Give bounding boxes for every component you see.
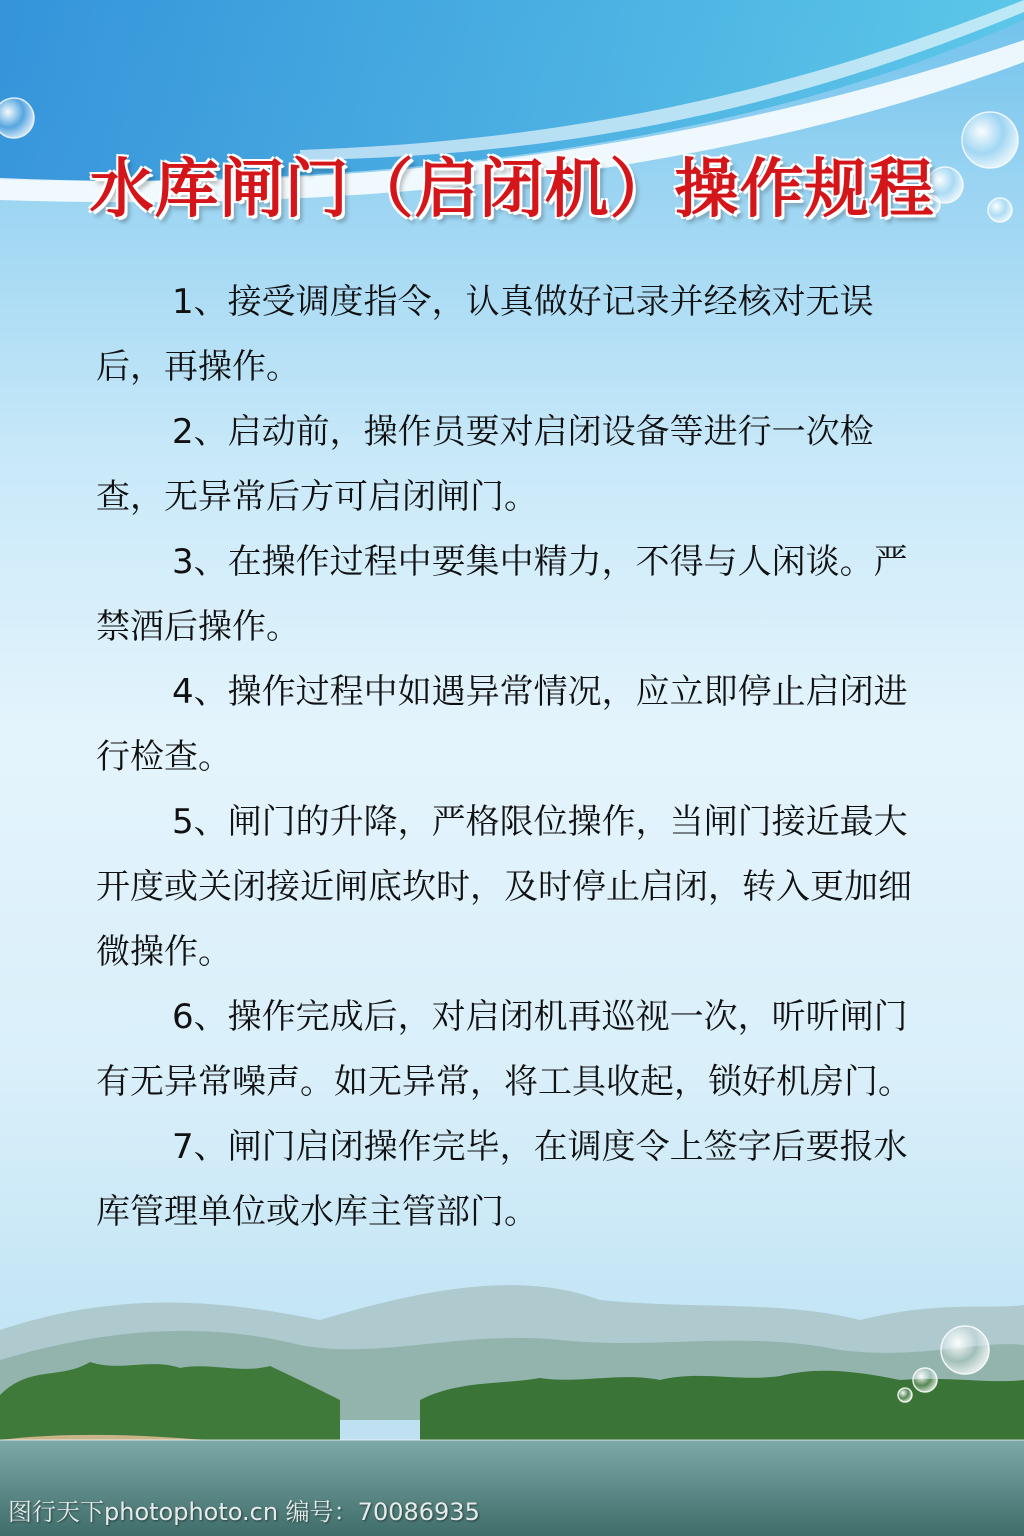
rule-item: 7、闸门启闭操作完毕，在调度令上签字后要报水库管理单位或水库主管部门。 [96,1127,908,1232]
page-title: 水库闸门（启闭机）操作规程 [89,152,935,227]
rule-item: 6、操作完成后，对启闭机再巡视一次，听听闸门有无异常噪声。如无异常，将工具收起，锁好机房门。 [96,997,912,1102]
rule-item: 2、启动前，操作员要对启闭设备等进行一次检查，无异常后方可启闭闸门。 [96,412,874,517]
watermark-text: 图行天下photophoto.cn 编号：70086935 [8,1498,480,1526]
rule-item: 5、闸门的升降，严格限位操作，当闸门接近最大开度或关闭接近闸底坎时，及时停止启闭，转入更加细微操作。 [96,802,912,972]
rule-item: 1、接受调度指令，认真做好记录并经核对无误后，再操作。 [96,282,874,387]
rule-item: 3、在操作过程中要集中精力，不得与人闲谈。严禁酒后操作。 [96,542,908,647]
rule-item: 4、操作过程中如遇异常情况，应立即停止启闭进行检查。 [96,672,908,777]
rules-list [96,270,930,1245]
